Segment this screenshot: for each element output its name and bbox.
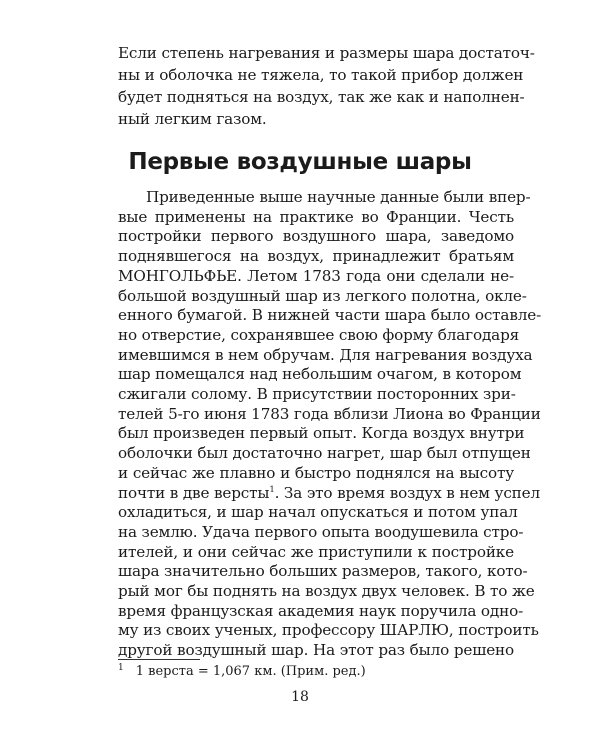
text-line: вые применены на практике во Франции. Честь [118,207,514,226]
text-line: МОНГОЛЬФЬЕ. Летом 1783 года они сделали не- [118,266,514,285]
footnote-marker: 1 [118,662,124,673]
text-line: поднявшегося на воздух, принадлежит братьям [118,247,514,266]
text-fragment: . За это время воздух в нем успел [274,483,540,502]
text-line: ный легким газом. [118,110,267,128]
text-line: ителей, и они сейчас же приступили к постройке [118,542,514,561]
text-line-with-footnote-ref [118,482,540,504]
text-line: на землю. Удача первого опыта воодушевила стро- [118,522,524,541]
text-line: Приведенные выше научные данные были впер- [146,188,531,206]
text-line: шара значительно больших размеров, такого, кото- [118,562,528,581]
text-line: шар помещался над небольшим очагом, в котором [118,365,522,384]
text-line: но отверстие, сохранявшее свою форму благодаря [118,325,520,344]
page-number: 18 [291,689,309,705]
text-line: большой воздушный шар из легкого полотна, окле- [118,286,527,305]
text-line: другой воздушный шар. На этот раз было решено [118,641,514,660]
section-heading: Первые воздушные шары [128,149,472,175]
text-line: постройки первого воздушного шара, заведомо [118,227,514,246]
text-fragment: почти в две версты [118,483,270,502]
text-line: имевшимся в нем обручам. Для нагревания воздуха [118,345,533,364]
text-line: му из своих ученых, профессору ШАРЛЮ, построить [118,621,539,640]
text-line: рый мог бы поднять на воздух двух человек. В то же [118,582,535,600]
text-line: будет подняться на воздух, так же как и наполнен- [118,88,525,106]
text-line: Если степень нагревания и размеры шара достаточ- [118,44,535,62]
text-line: и сейчас же плавно и быстро поднялся на высоту [118,463,514,482]
text-line: ны и оболочка не тяжела, то такой прибор должен [118,66,524,84]
text-line: охладиться, и шар начал опускаться и потом упал [118,503,518,522]
text-line: оболочки был достаточно нагрет, шар был отпущен [118,444,531,463]
text-line: сжигали солому. В присутствии посторонних зри- [118,385,516,403]
text-line: был произведен первый опыт. Когда воздух внутри [118,424,525,443]
footnote-text: 1 верста = 1,067 км. (Прим. ред.) [135,664,366,679]
text-line: енного бумагой. В нижней части шара было оставле- [118,306,542,325]
footnote-reference-marker: 1 [269,484,275,495]
text-line: телей 5-го июня 1783 года вблизи Лиона во Франции [118,404,541,423]
text-line: время французская академия наук поручила одно- [118,601,524,620]
